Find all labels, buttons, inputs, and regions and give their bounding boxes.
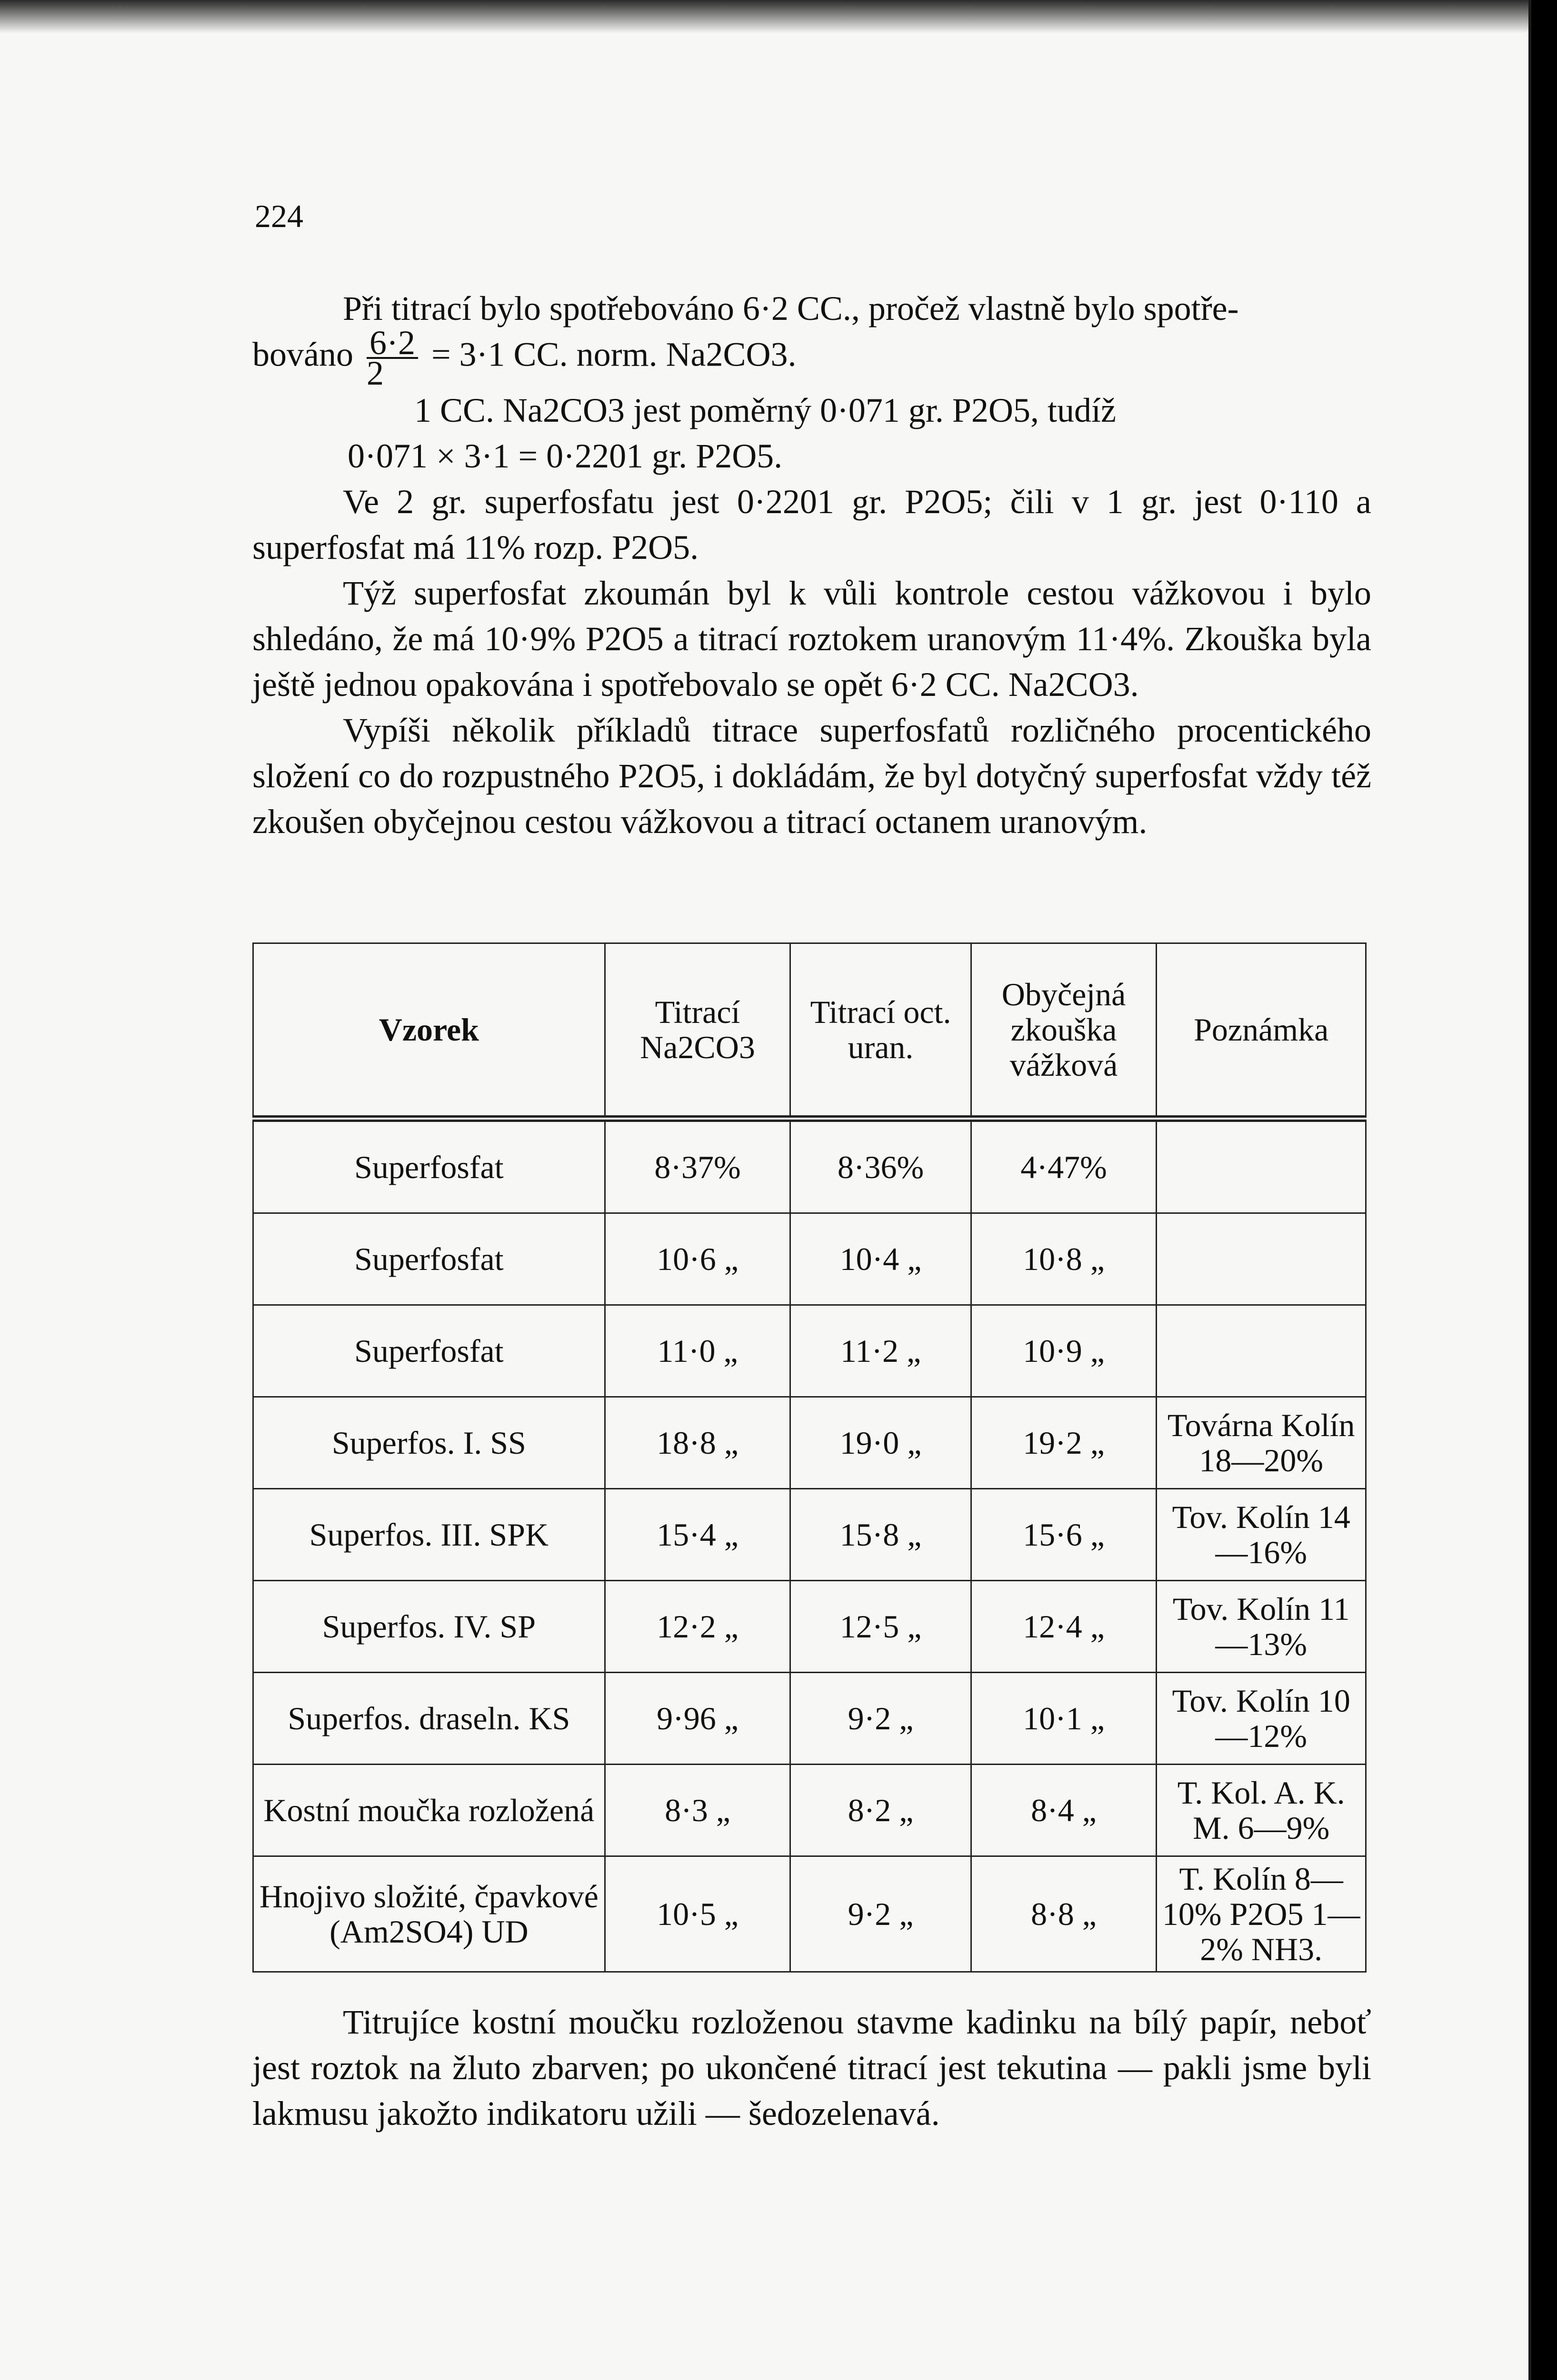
paragraph-2-line-1: 1 CC. Na2CO3 jest poměrný 0·071 gr. P2O5, tudíž	[414, 391, 1116, 429]
results-table	[252, 942, 1367, 1973]
cell-note	[1157, 1305, 1366, 1397]
cell-titration-uranium: 9·2 „	[790, 1856, 971, 1972]
cell-sample: Superfos. I. SS	[253, 1397, 605, 1489]
cell-note: T. Kol. A. K. M. 6—9%	[1157, 1765, 1366, 1856]
cell-sample: Superfos. III. SPK	[253, 1489, 605, 1581]
cell-note: Továrna Kolín 18—20%	[1157, 1397, 1366, 1489]
cell-gravimetric: 8·4 „	[971, 1765, 1157, 1856]
cell-titration-na2co3: 8·3 „	[605, 1765, 790, 1856]
page-top-edge	[0, 0, 1528, 33]
cell-titration-uranium: 15·8 „	[790, 1489, 971, 1581]
text-equals-norm: = 3·1 CC. norm.	[431, 335, 658, 374]
cell-titration-uranium: 9·2 „	[790, 1673, 971, 1765]
cell-sample: Superfosfat	[253, 1305, 605, 1397]
cell-titration-uranium: 8·36%	[790, 1119, 971, 1213]
fraction-numerator: 6·2	[367, 328, 418, 359]
cell-titration-na2co3: 10·5 „	[605, 1856, 790, 1972]
cell-titration-uranium: 12·5 „	[790, 1581, 971, 1673]
cell-sample: Superfos. IV. SP	[253, 1581, 605, 1673]
cell-note	[1157, 1213, 1366, 1305]
cell-gravimetric: 10·8 „	[971, 1213, 1157, 1305]
cell-titration-na2co3: 15·4 „	[605, 1489, 790, 1581]
cell-gravimetric: 19·2 „	[971, 1397, 1157, 1489]
paragraph-6: Titrujíce kostní moučku rozloženou stavme kadinku na bílý papír, neboť jest roztok na žluto zbarven; po ukončené titrací jest tekutina — pakli jsme byli lakmusu jakožto indikatoru užili — šedozelenavá.	[252, 2003, 1371, 2132]
paragraph-2-line-2: 0·071 × 3·1 = 0·2201 gr. P2O5.	[348, 437, 783, 475]
header-obycejna-zkouska: Obyčejná zkouška vážková	[971, 943, 1157, 1119]
table-row	[253, 1119, 1366, 1213]
table-row	[253, 1213, 1366, 1305]
cell-sample: Kostní moučka rozložená	[253, 1765, 605, 1856]
table-row	[253, 1765, 1366, 1856]
cell-note	[1157, 1119, 1366, 1213]
body-text	[252, 286, 1371, 844]
cell-note: Tov. Kolín 10—12%	[1157, 1673, 1366, 1765]
cell-titration-na2co3: 10·6 „	[605, 1213, 790, 1305]
header-titraci-na2co3: Titrací Na2CO3	[605, 943, 790, 1119]
table-header-row	[253, 943, 1366, 1119]
text-bovano: bováno	[252, 335, 353, 374]
paragraph-4: Týž superfosfat zkoumán byl k vůli kontrole cestou vážkovou i bylo shledáno, že má 10·9% P2O5 a titrací roztokem uranovým 11·4%. Zkouška byla ještě jednou opakována i spotřebovalo se opět 6·2 CC. Na2CO3.	[252, 574, 1371, 704]
table-row	[253, 1397, 1366, 1489]
cell-note: Tov. Kolín 14—16%	[1157, 1489, 1366, 1581]
paragraph-5: Vypíši několik příkladů titrace superfosfatů rozličného procentického složení co do rozpustného P2O5, i dokládám, že byl dotyčný superfosfat vždy též zkoušen obyčejnou cestou vážkovou a titrací octanem uranovým.	[252, 711, 1371, 841]
header-poznamka: Poznámka	[1157, 943, 1366, 1119]
table-row	[253, 1856, 1366, 1972]
cell-gravimetric: 8·8 „	[971, 1856, 1157, 1972]
cell-titration-uranium: 8·2 „	[790, 1765, 971, 1856]
paragraph-1-line-1: Při titrací bylo spotřebováno 6·2 CC., pročež vlastně bylo spotře-	[343, 289, 1239, 327]
cell-titration-na2co3: 12·2 „	[605, 1581, 790, 1673]
cell-sample: Superfos. draseln. KS	[253, 1673, 605, 1765]
formula-na2co3: Na2CO3	[666, 335, 788, 374]
cell-note: Tov. Kolín 11—13%	[1157, 1581, 1366, 1673]
cell-gravimetric: 12·4 „	[971, 1581, 1157, 1673]
cell-titration-uranium: 19·0 „	[790, 1397, 971, 1489]
cell-gravimetric: 4·47%	[971, 1119, 1157, 1213]
cell-gravimetric: 15·6 „	[971, 1489, 1157, 1581]
cell-gravimetric: 10·9 „	[971, 1305, 1157, 1397]
header-vzorek: Vzorek	[253, 943, 605, 1119]
paragraph-3: Ve 2 gr. superfosfatu jest 0·2201 gr. P2O5; čili v 1 gr. jest 0·110 a superfosfat má 11% rozp. P2O5.	[252, 483, 1371, 566]
footer-paragraph-block	[252, 1999, 1371, 2136]
cell-gravimetric: 10·1 „	[971, 1673, 1157, 1765]
cell-titration-na2co3: 11·0 „	[605, 1305, 790, 1397]
cell-sample: Hnojivo složité, čpavkové (Am2SO4) UD	[253, 1856, 605, 1972]
table-row	[253, 1581, 1366, 1673]
cell-titration-na2co3: 18·8 „	[605, 1397, 790, 1489]
fraction-denominator: 2	[366, 354, 384, 392]
cell-titration-uranium: 10·4 „	[790, 1213, 971, 1305]
paragraph-1-line-2: bováno $\frac{6\cdot 2}{2}$ = 3·1 CC. norm. Na2CO3.	[252, 324, 797, 392]
cell-titration-uranium: 11·2 „	[790, 1305, 971, 1397]
cell-sample: Superfosfat	[253, 1119, 605, 1213]
table-row	[253, 1305, 1366, 1397]
page-number: 224	[255, 198, 303, 234]
table-row	[253, 1489, 1366, 1581]
fraction	[366, 324, 418, 392]
cell-sample: Superfosfat	[253, 1213, 605, 1305]
header-titraci-oct-uran: Titrací oct. uran.	[790, 943, 971, 1119]
cell-titration-na2co3: 8·37%	[605, 1119, 790, 1213]
cell-note: T. Kolín 8—10% P2O5 1—2% NH3.	[1157, 1856, 1366, 1972]
cell-titration-na2co3: 9·96 „	[605, 1673, 790, 1765]
table-row	[253, 1673, 1366, 1765]
